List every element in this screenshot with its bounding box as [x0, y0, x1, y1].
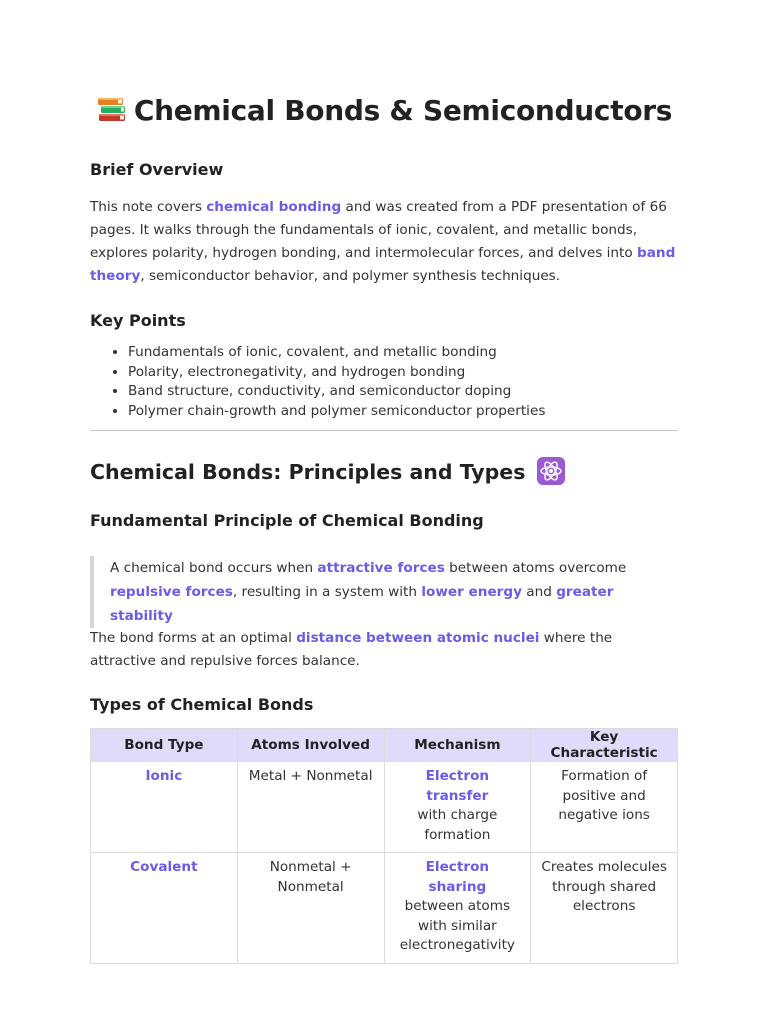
principle-text-1: The bond forms at an optimal [90, 630, 297, 646]
highlight-greater-stability: greater stability [110, 584, 614, 624]
highlight-chemical-bonding: chemical bonding [206, 199, 342, 215]
overview-text-3: , semiconductor behavior, and polymer synthesis techniques. [140, 268, 561, 284]
highlight-repulsive-forces: repulsive forces [110, 584, 233, 600]
highlight-band-theory: band theory [90, 245, 676, 284]
column-header: Mechanism [384, 729, 531, 762]
quote-text-2: between atoms overcome [444, 560, 627, 576]
characteristic-cell: Formation of positive and negative ions [531, 762, 678, 853]
overview-text-1: This note covers [90, 199, 207, 215]
quote-text-3: , resulting in a system with [232, 584, 422, 600]
mechanism-text: with charge formation [417, 807, 498, 843]
page-title [90, 92, 678, 131]
principle-heading: Fundamental Principle of Chemical Bonding [90, 511, 484, 530]
principle-paragraph [90, 627, 678, 673]
mechanism-cell [384, 762, 531, 853]
list-item: • Polymer chain-growth and polymer semiconductor properties [128, 402, 545, 422]
principle-text-2: where the attractive and repulsive forces balance. [90, 630, 613, 669]
overview-text-2: and was created from a PDF presentation of 66 pages. It walks through the fundamentals of ionic, covalent, and metallic bonds, explores polarity, hydrogen bonding, and intermolecular forces, and delves into [90, 199, 667, 261]
column-header: Bond Type [91, 729, 238, 762]
page-title-text: Chemical Bonds & Semiconductors [133, 94, 673, 127]
list-item: • Band structure, conductivity, and semiconductor doping [128, 382, 545, 402]
quote-text-4: and [521, 584, 557, 600]
overview-heading: Brief Overview [90, 160, 224, 179]
highlight-distance: distance between atomic nuclei [296, 630, 540, 646]
table-row [91, 853, 678, 964]
highlight-attractive-forces: attractive forces [317, 560, 445, 576]
principle-quote [90, 556, 678, 628]
quote-text-1: A chemical bond occurs when [110, 560, 318, 576]
section-heading [90, 457, 565, 485]
mechanism-highlight: Electron transfer [425, 768, 490, 804]
atom-icon [537, 457, 565, 485]
column-header: Key Characteristic [531, 729, 678, 762]
list-item: • Fundamentals of ionic, covalent, and metallic bonding [128, 343, 545, 363]
overview-paragraph [90, 196, 678, 288]
table-header-row [91, 729, 678, 762]
key-points-heading: Key Points [90, 311, 186, 330]
mechanism-highlight: Electron sharing [425, 859, 490, 895]
bond-types-table [90, 728, 678, 964]
mechanism-cell [384, 853, 531, 964]
highlight-lower-energy: lower energy [421, 584, 522, 600]
bond-type-cell: Covalent [91, 853, 238, 964]
atoms-cell: Nonmetal + Nonmetal [237, 853, 384, 964]
section-heading-text: Chemical Bonds: Principles and Types [90, 460, 526, 484]
characteristic-cell: Creates molecules through shared electrons [531, 853, 678, 964]
mechanism-text: between atoms with similar electronegativity [399, 898, 515, 953]
atoms-cell: Metal + Nonmetal [237, 762, 384, 853]
table-row [91, 762, 678, 853]
divider [90, 430, 678, 431]
bond-type-cell: Ionic [91, 762, 238, 853]
types-heading: Types of Chemical Bonds [90, 695, 314, 714]
books-icon [96, 92, 128, 131]
list-item: • Polarity, electronegativity, and hydrogen bonding [128, 363, 545, 383]
key-points-list [90, 343, 545, 422]
column-header: Atoms Involved [237, 729, 384, 762]
